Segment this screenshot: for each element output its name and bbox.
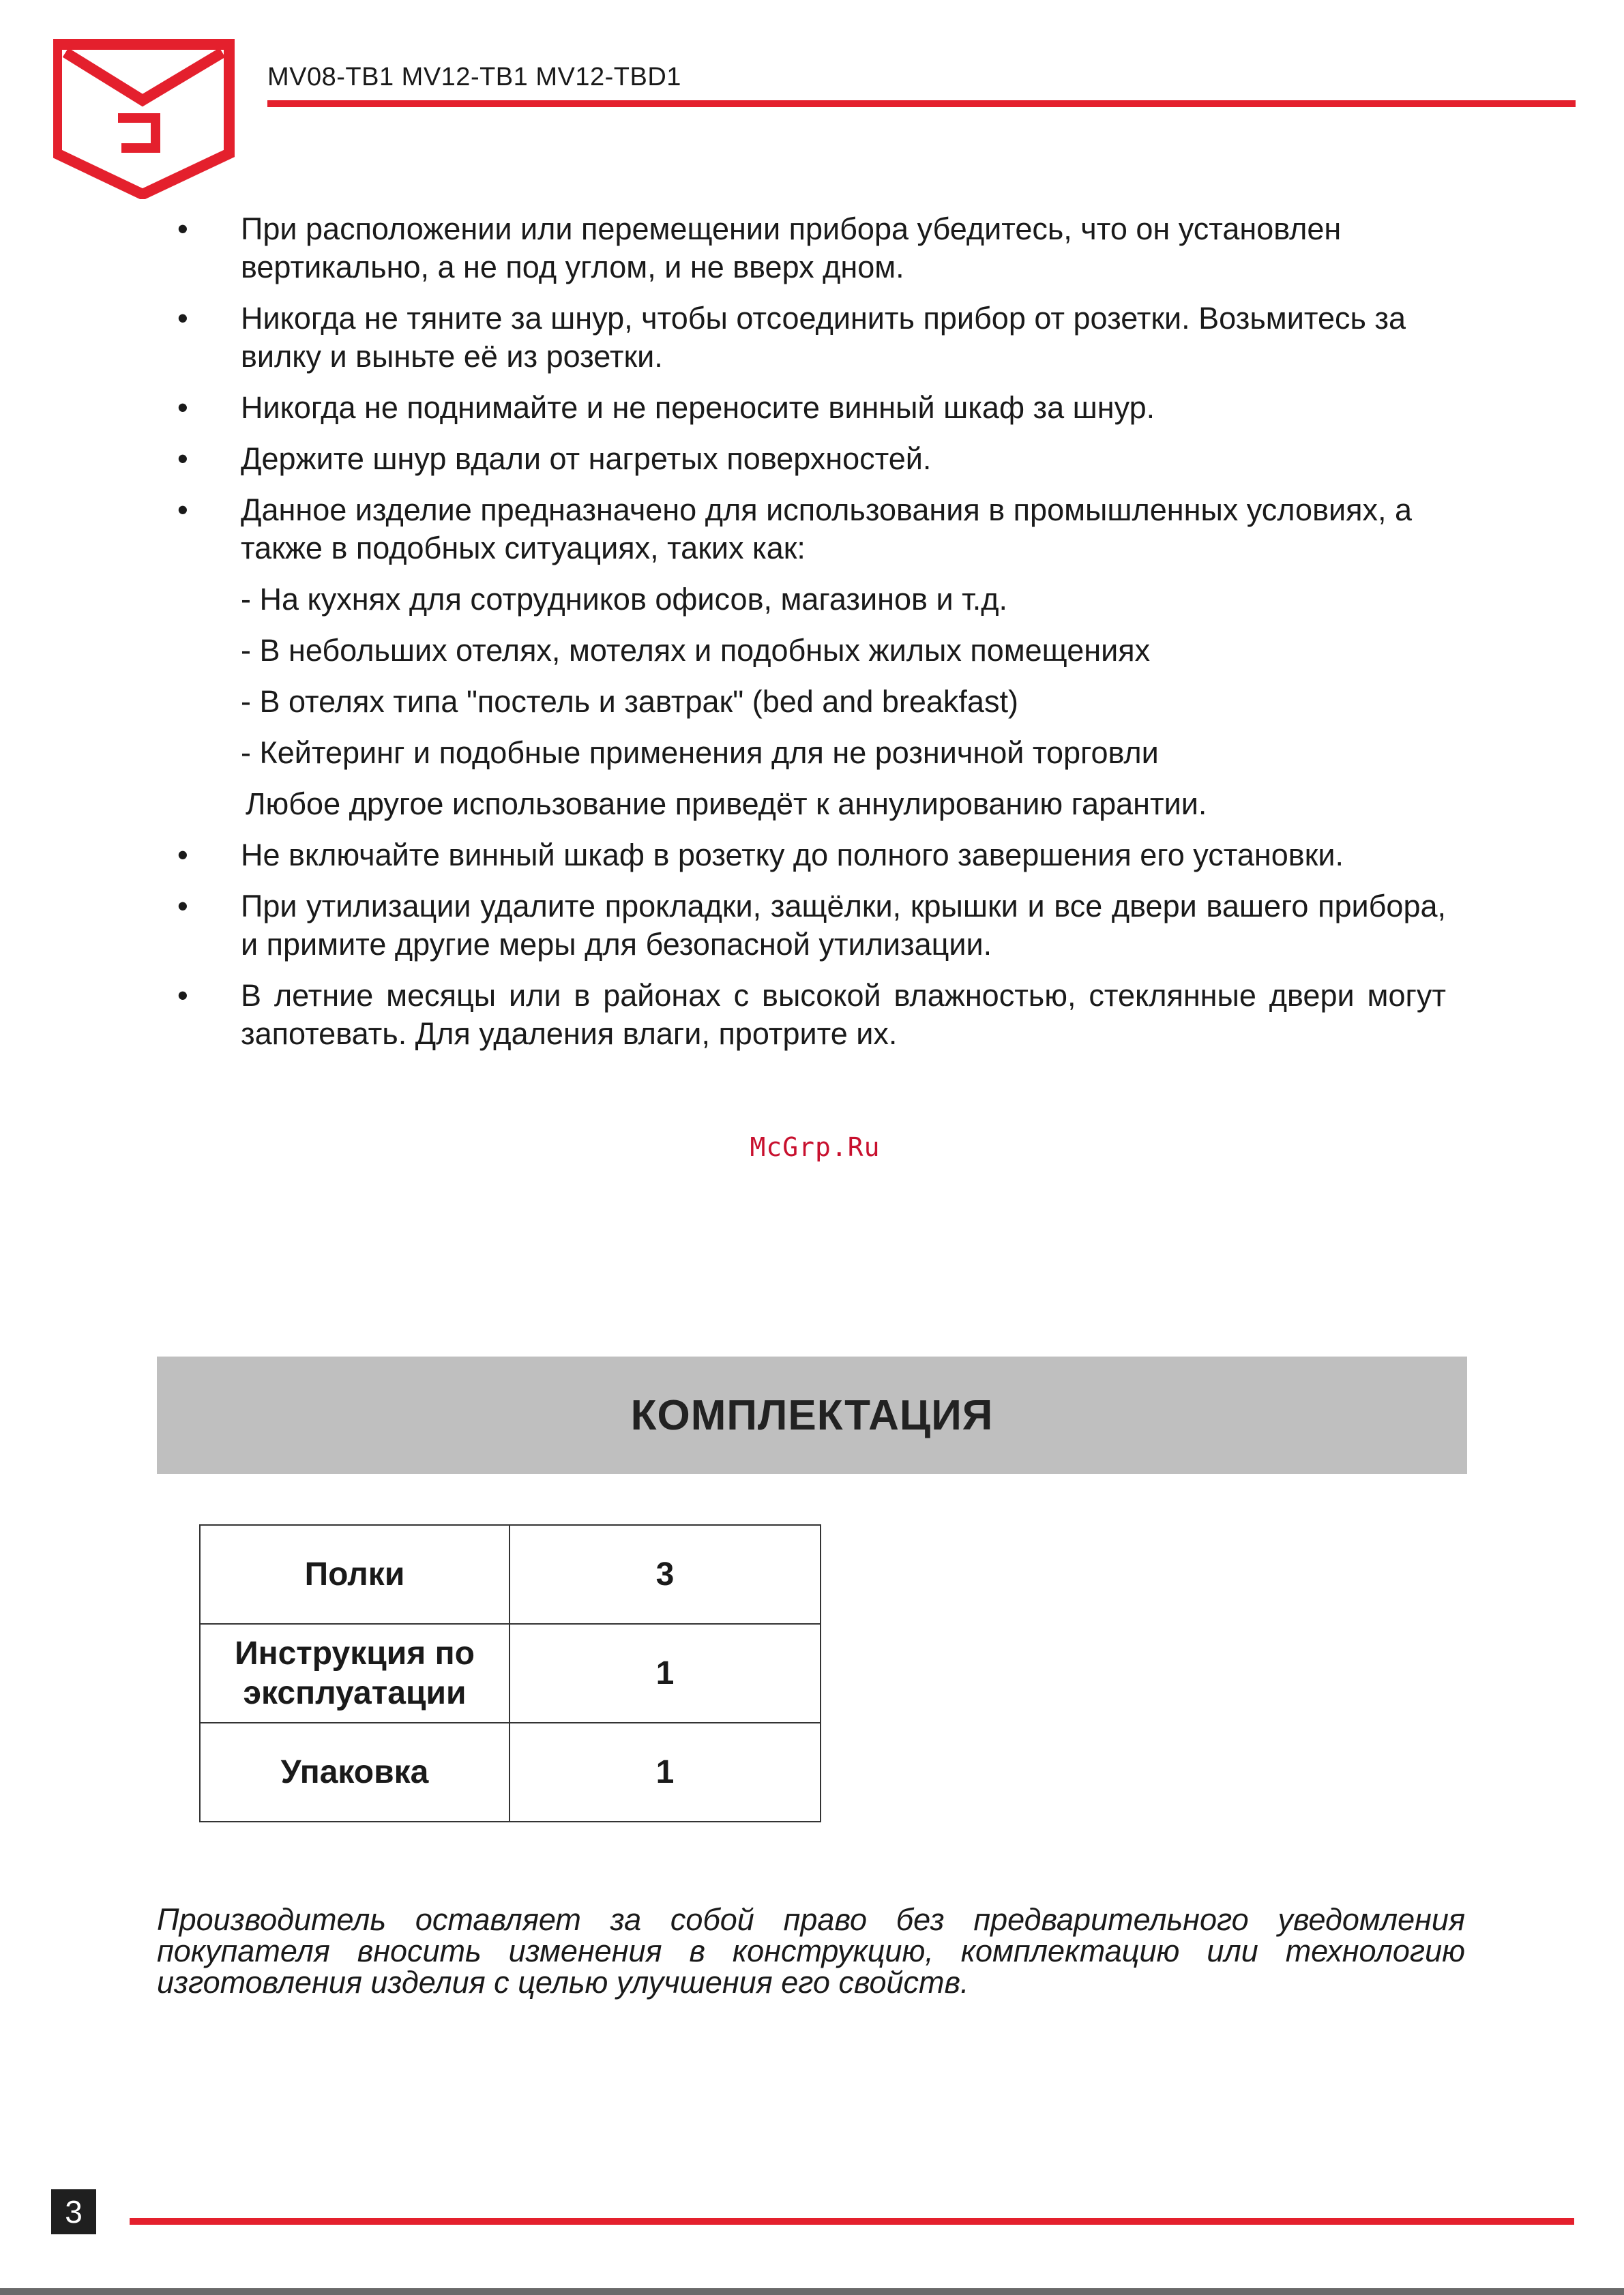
item-qty: 1	[510, 1723, 821, 1822]
safety-item	[177, 389, 1446, 427]
package-contents-table	[199, 1524, 821, 1822]
watermark: McGrp.Ru	[750, 1132, 881, 1162]
safety-item	[177, 210, 1446, 286]
usage-example: - В небольших отелях, мотелях и подобных жилых помещениях	[241, 633, 1151, 668]
page-edge	[0, 2288, 1624, 2295]
safety-item-text: При утилизации удалите прокладки, защёлки, крышки и все двери вашего прибора, и примите другие меры для безопасной утилизации.	[241, 889, 1446, 962]
usage-example: - На кухнях для сотрудников офисов, магазинов и т.д.	[241, 582, 1007, 617]
usage-example: - Кейтеринг и подобные применения для не розничной торговли	[241, 735, 1159, 770]
safety-item-text: Никогда не тяните за шнур, чтобы отсоединить прибор от розетки. Возьмитесь за вилку и выньте её из розетки.	[241, 301, 1406, 374]
table-row	[200, 1624, 821, 1723]
brand-logo-icon	[53, 38, 236, 199]
footer-divider	[130, 2218, 1574, 2225]
safety-instructions	[177, 210, 1446, 1066]
safety-item	[177, 836, 1446, 874]
bullet-icon: •	[177, 441, 188, 476]
header-divider	[267, 100, 1576, 107]
bullet-icon: •	[177, 978, 188, 1013]
bullet-icon: •	[177, 301, 188, 336]
safety-item	[177, 887, 1446, 964]
item-name: Полки	[200, 1525, 510, 1624]
table-row	[200, 1723, 821, 1822]
bullet-icon: •	[177, 492, 188, 527]
page-number: 3	[51, 2189, 96, 2234]
model-list: MV08-TB1 MV12-TB1 MV12-TBD1	[267, 63, 681, 91]
warranty-note: Любое другое использование приведёт к аннулированию гарантии.	[246, 786, 1207, 821]
table-row	[200, 1525, 821, 1624]
bullet-icon: •	[177, 838, 188, 872]
item-qty: 3	[510, 1525, 821, 1624]
disclaimer: Производитель оставляет за собой право без предварительного уведомления покупателя вносить изменения в конструкцию, комплектацию или технологию изготовления изделия с целью улучшения его свойств.	[157, 1902, 1465, 2000]
usage-example: - В отелях типа "постель и завтрак" (bed and breakfast)	[241, 684, 1018, 719]
section-title: КОМПЛЕКТАЦИЯ	[630, 1391, 994, 1439]
item-name: Упаковка	[200, 1723, 510, 1822]
safety-item-text: При расположении или перемещении прибора убедитесь, что он установлен вертикально, а не под углом, и не вверх дном.	[241, 211, 1342, 284]
safety-item	[177, 491, 1446, 567]
bullet-icon: •	[177, 390, 188, 425]
safety-item	[177, 440, 1446, 478]
bullet-icon: •	[177, 211, 188, 246]
safety-item-text: Никогда не поднимайте и не переносите винный шкаф за шнур.	[241, 390, 1155, 425]
safety-item-text: Держите шнур вдали от нагретых поверхностей.	[241, 441, 932, 476]
item-qty: 1	[510, 1624, 821, 1723]
safety-item-text: Данное изделие предназначено для использования в промышленных условиях, а также в подобных ситуациях, таких как:	[241, 492, 1413, 565]
bullet-icon: •	[177, 889, 188, 923]
section-header	[157, 1357, 1467, 1474]
safety-item	[177, 299, 1446, 376]
safety-item	[177, 977, 1446, 1053]
safety-item-text: Не включайте винный шкаф в розетку до полного завершения его установки.	[241, 838, 1344, 872]
safety-item-text: В летние месяцы или в районах с высокой влажностью, стеклянные двери могут запотевать. Для удаления влаги, протрите их.	[241, 978, 1446, 1051]
item-name: Инструкция по эксплуатации	[200, 1624, 510, 1723]
